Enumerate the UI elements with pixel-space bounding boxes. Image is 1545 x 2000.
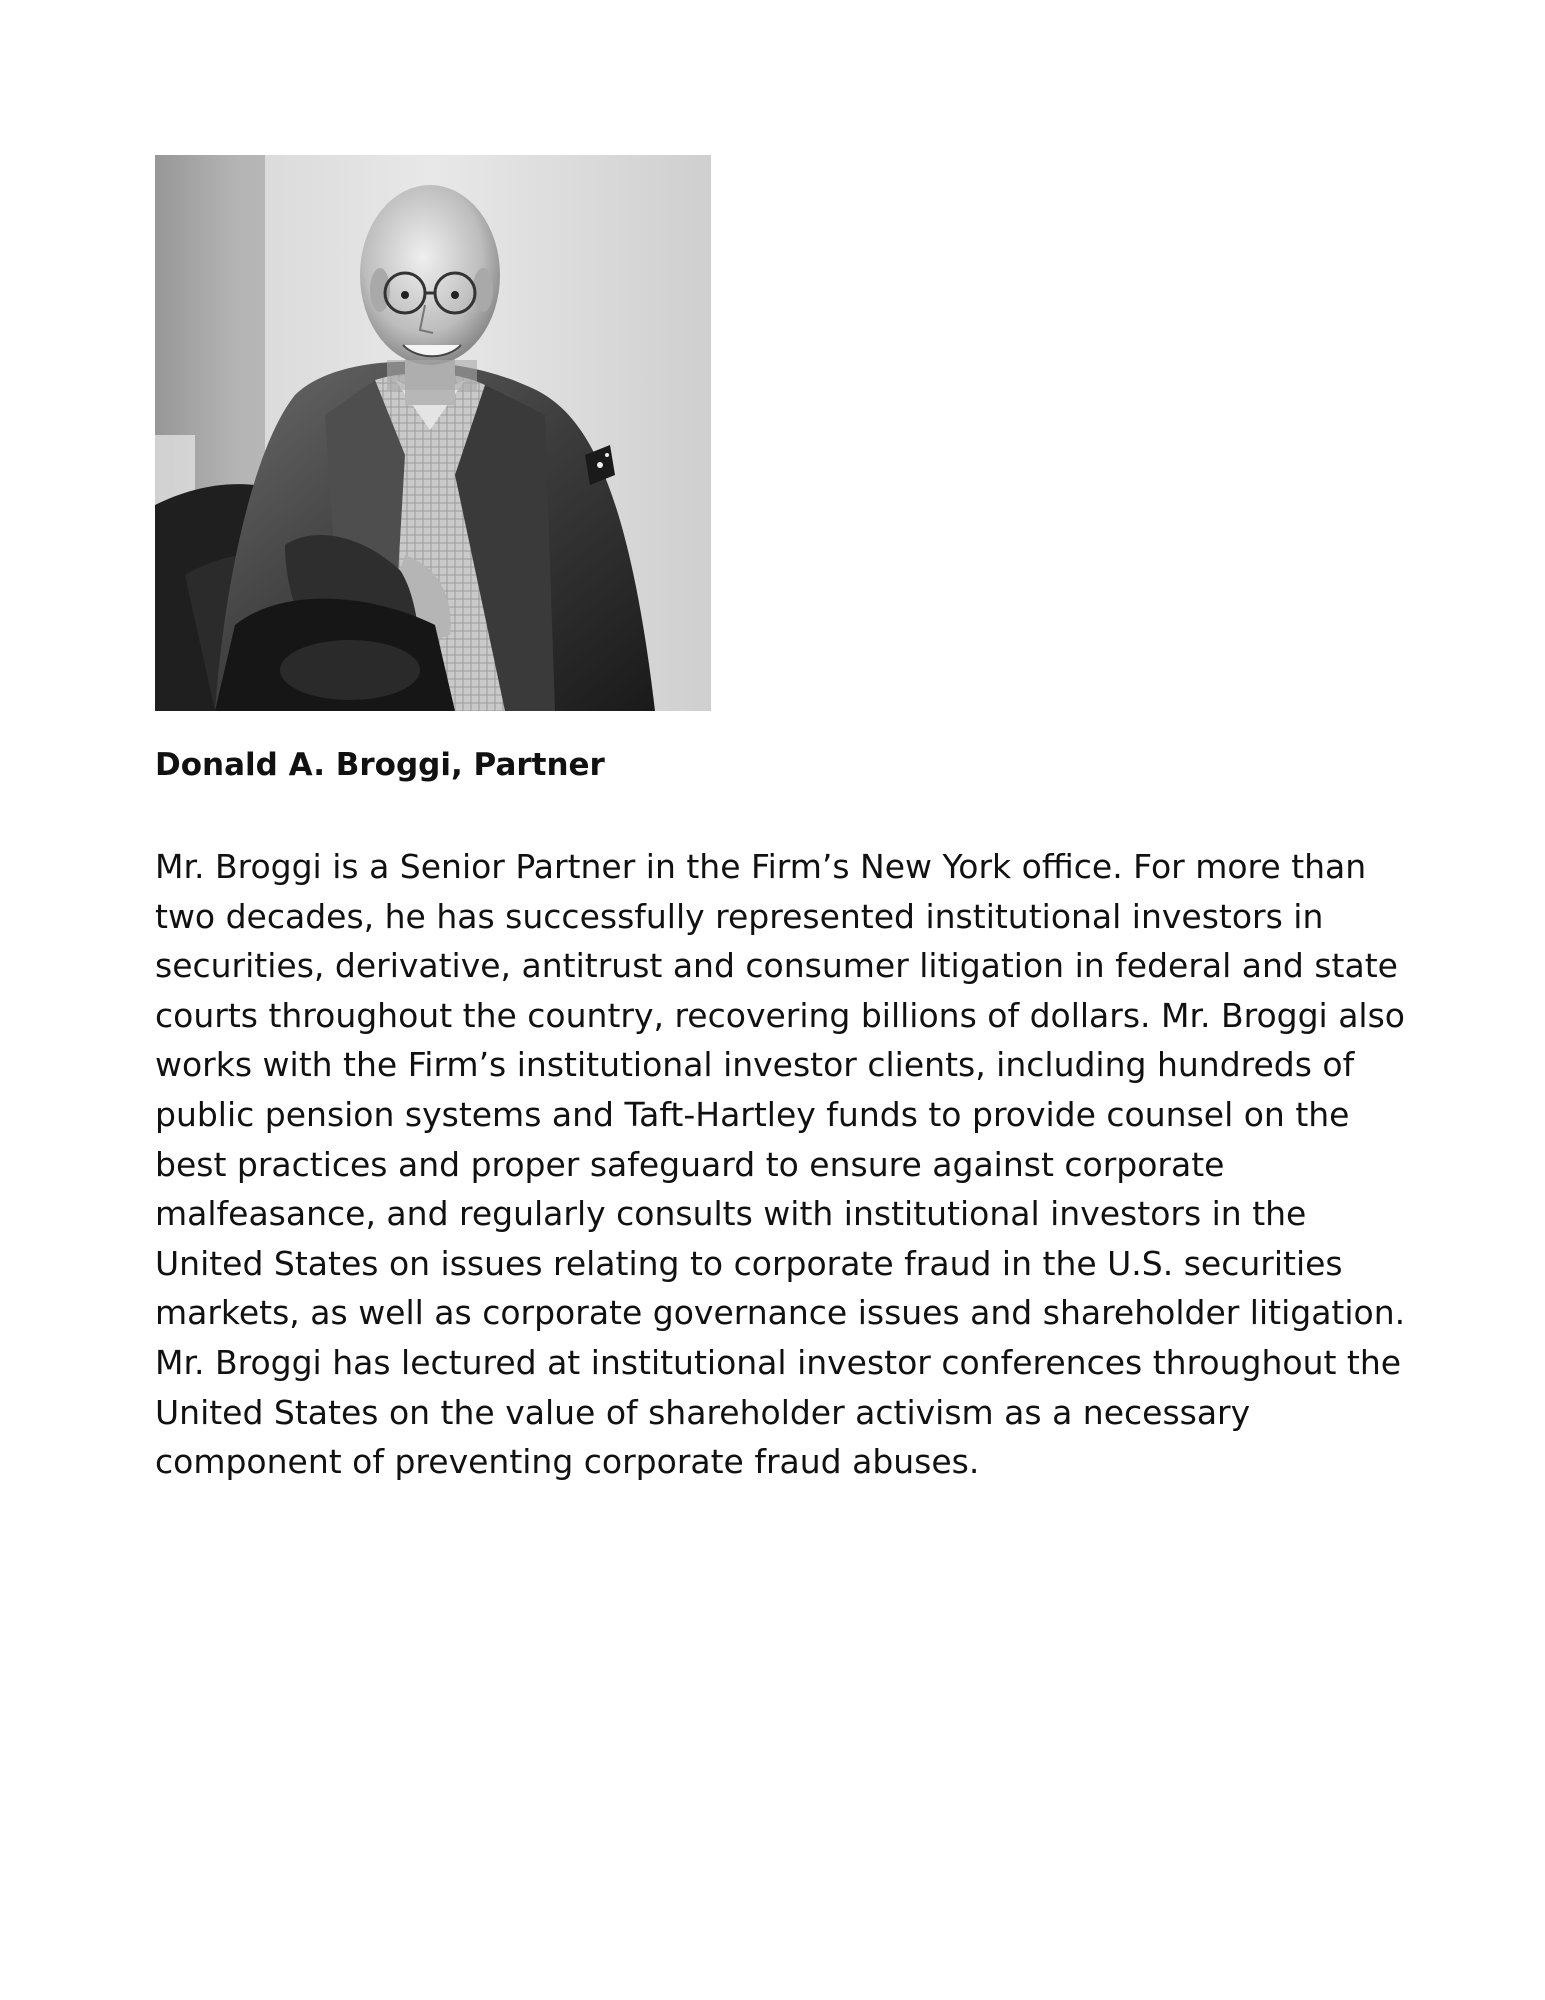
bio-line: best practices and proper safeguard to ensure against corporate [155, 1144, 1225, 1184]
bio-line: public pension systems and Taft-Hartley funds to provide counsel on the [155, 1094, 1350, 1134]
portrait-photo [155, 155, 711, 711]
bio-line: United States on issues relating to corporate fraud in the U.S. securities [155, 1243, 1343, 1283]
bio-line: works with the Firm’s institutional investor clients, including hundreds of [155, 1045, 1355, 1085]
bio-line: Mr. Broggi is a Senior Partner in the Firm’s New York office. For more than [155, 847, 1367, 886]
bio-line: securities, derivative, antitrust and consumer litigation in federal and state [155, 946, 1398, 986]
bio-line: Mr. Broggi has lectured at institutional investor conferences throughout the [155, 1342, 1402, 1382]
bio-line: markets, as well as corporate governance issues and shareholder litigation. [155, 1293, 1406, 1333]
bio-line: component of preventing corporate fraud abuses. [155, 1442, 980, 1482]
bio-line: two decades, he has successfully represented institutional investors in [155, 896, 1324, 936]
bio-line: malfeasance, and regularly consults with institutional investors in the [155, 1194, 1307, 1234]
bio-line: courts throughout the country, recovering billions of dollars. Mr. Broggi also [155, 995, 1405, 1035]
biography-paragraph [155, 842, 1455, 1487]
bio-line: United States on the value of shareholder activism as a necessary [155, 1392, 1251, 1432]
person-name-title: Donald A. Broggi, Partner [155, 747, 605, 783]
portrait-photo-icon [155, 155, 711, 711]
